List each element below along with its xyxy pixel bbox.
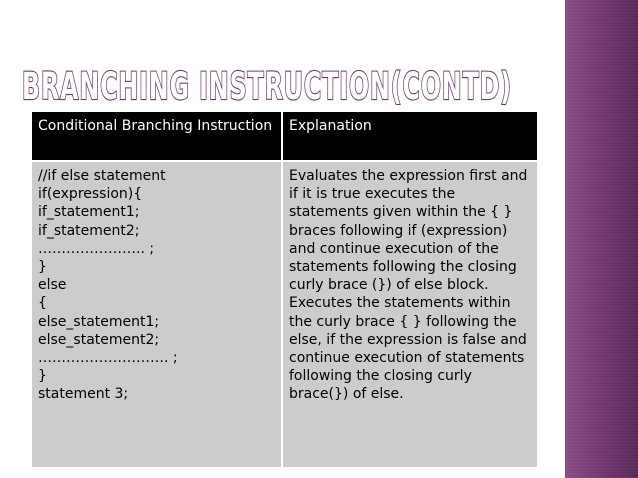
table-row bbox=[32, 161, 537, 467]
code-line: if_statement1; bbox=[38, 204, 140, 221]
code-line: else_statement2; bbox=[38, 331, 160, 348]
header-explanation: Explanation bbox=[282, 112, 537, 161]
code-line: if(expression){ bbox=[38, 186, 143, 203]
explanation-cell bbox=[282, 161, 537, 467]
explanation-text: Evaluates the expression first and if it is true executes the statements given within the { } braces following if (expression) and continue execution of the statements following the closing curly brace (}) of else block. Executes the statements within the curly brace { } following the else, if the expression is false and continue execution of statements following the closing curly brace(}) of else. bbox=[289, 168, 528, 403]
code-line: else_statement1; bbox=[38, 313, 160, 330]
code-line: } bbox=[38, 368, 47, 385]
slide-title-text: BRANCHING INSTRUCTION(CONTD) bbox=[22, 65, 512, 108]
code-line: statement 3; bbox=[38, 386, 129, 403]
code-line: ………………………. ; bbox=[38, 350, 178, 367]
code-line: ………………….. ; bbox=[38, 240, 155, 257]
slide-title-svg bbox=[20, 64, 565, 108]
code-line: } bbox=[38, 259, 47, 276]
code-cell bbox=[32, 161, 282, 467]
table-header-row bbox=[32, 112, 537, 161]
slide-title bbox=[20, 64, 565, 108]
code-line: { bbox=[38, 295, 47, 312]
code-line: else bbox=[38, 277, 67, 294]
decorative-side-band bbox=[565, 0, 638, 478]
side-band-texture bbox=[565, 0, 638, 478]
branching-table bbox=[32, 112, 537, 467]
code-line: if_statement2; bbox=[38, 222, 140, 239]
code-line: //if else statement bbox=[38, 168, 166, 184]
header-conditional-branching: Conditional Branching Instruction bbox=[32, 112, 282, 161]
